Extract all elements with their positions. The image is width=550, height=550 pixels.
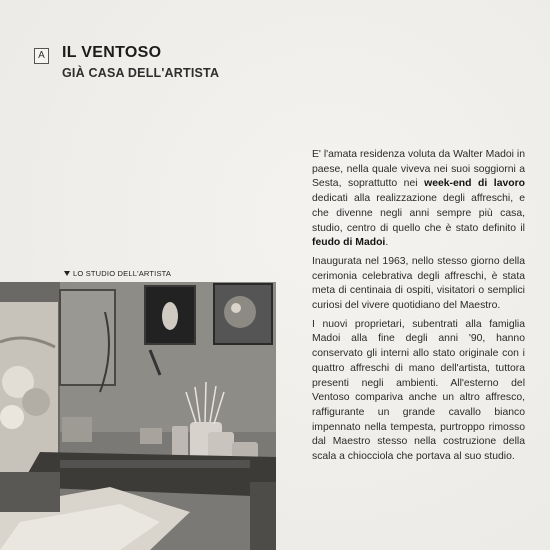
photo-caption: [64, 269, 171, 278]
caret-down-icon: [64, 271, 70, 276]
highlight-week-end: week-end di lavoro: [424, 178, 525, 190]
section-badge: A: [34, 48, 49, 64]
body-text: [312, 148, 525, 469]
caption-text: LO STUDIO DELL'ARTISTA: [73, 269, 172, 278]
studio-photo: [0, 282, 276, 550]
page-title: IL VENTOSO: [62, 44, 162, 61]
paragraph-3: I nuovi proprietari, subentrati alla famiglia Madoi alla fine degli anni '90, hanno conservato gli interni allo stato originale con i quattro affreschi di mano dell'artista, tuttora presenti negli ambienti. All'esterno del Ventoso compariva anche un altro affresco, raffigurante un grande cavallo bianco impennato nella tempesta, purtroppo rimosso dal Maestro stesso nella costruzione della scala a chiocciola che portava al suo studio.: [312, 318, 525, 463]
page-subtitle: GIÀ CASA DELL'ARTISTA: [62, 66, 220, 80]
paragraph-1-part-d: .: [385, 237, 389, 249]
paragraph-1: [312, 148, 525, 251]
paragraph-2: Inaugurata nel 1963, nello stesso giorno della cerimonia celebrativa degli affreschi, è stata meta di centinaia di ospiti, visitatori o semplici curiosi del vivere quotidiano del Maestro.: [312, 255, 525, 312]
highlight-feudo: feudo di Madoi: [312, 237, 386, 249]
paragraph-1-part-a: E' l'amata residenza voluta da Walter Madoi in paese, nella quale viveva nei suoi soggiorni a Sesta, soprattutto nei: [312, 149, 525, 190]
studio-photo-image: [0, 282, 276, 550]
paragraph-1-part-c: dedicati alla realizzazione degli affreschi, e che divenne negli anni sempre più casa, studio, centro di quello che è stato definito il: [312, 193, 525, 234]
